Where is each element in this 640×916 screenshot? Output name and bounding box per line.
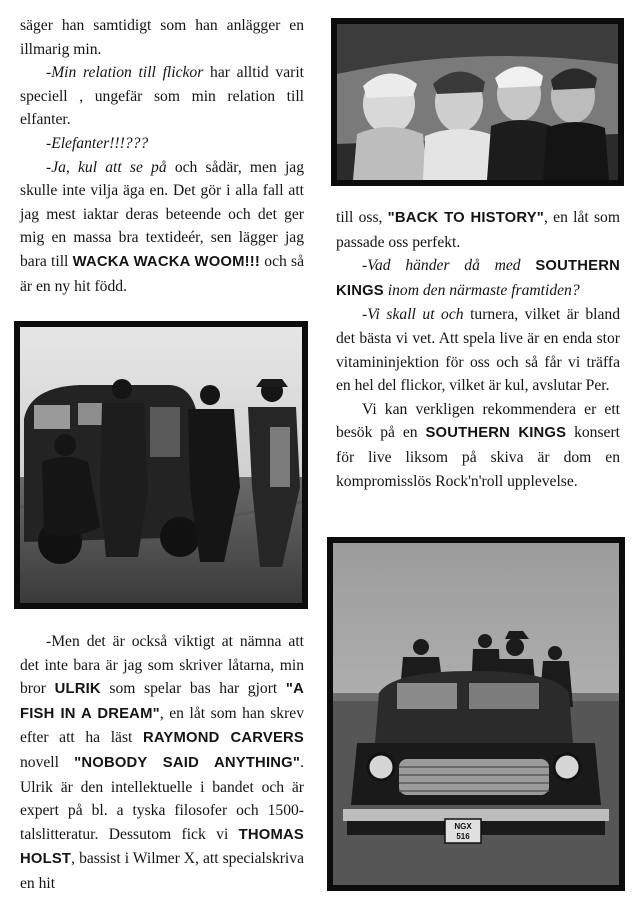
paragraph: -Ja, kul att se på och sådär, men jag skulle inte vilja äga en. Det gör i alla fall att jag mest iaktar deras beteende och det ger mig en massa bra textideér, sen lägger jag bara till WACKA WACKA WOOM!!! och så är en ny hit född. bbox=[20, 158, 304, 295]
paragraph: -Vi skall ut och turnera, vilket är bland det bästa vi vet. Att spela live är en enda stor vitamininjektion för oss och så får vi träffa en hel del flickor, vilket är kul, avslutar Per. bbox=[336, 306, 621, 395]
right-column bbox=[336, 206, 620, 493]
svg-text:516: 516 bbox=[456, 832, 470, 841]
paragraph: Vi kan verkligen rekommendera er ett besök på en SOUTHERN KINGS konsert för live liksom på skiva är dom en kompromisslös Rock'n'roll upplevelse. bbox=[336, 400, 620, 490]
paragraph: -Men det är också viktigt at nämna att det inte bara är jag som skriver låtarna, min bror ULRIK som spelar bas har gjort "A FISH IN A DREAM", en låt som han skrev efter att ha läst RAYMOND CARVERS novell "NOBODY SAID ANYTHING". Ulrik är den intellektuelle i bandet och är expert på bl. a tyska filosofer och 1500-talslitteratur. Dessutom fick vi THOMAS HOLST, bassist i Wilmer X, att specialskriva en hit bbox=[20, 633, 304, 892]
left-column-top bbox=[20, 14, 304, 298]
band-closeup-photo bbox=[331, 18, 624, 186]
paragraph: -Vad händer då med SOUTHERN KINGS inom den närmaste framtiden? bbox=[336, 257, 620, 299]
band-truck-field-photo bbox=[14, 321, 308, 609]
paragraph: till oss, "BACK TO HISTORY", en låt som passade oss perfekt. bbox=[336, 209, 620, 251]
paragraph: -Min relation till flickor har alltid varit speciell , ungefär som min relation till elfanter. bbox=[20, 64, 305, 129]
svg-text:NGX: NGX bbox=[454, 822, 472, 831]
band-on-car-photo bbox=[327, 537, 625, 891]
left-column-bottom bbox=[20, 630, 304, 896]
paragraph: -Elefanter!!!??? bbox=[46, 134, 149, 152]
paragraph: säger han samtidigt som han anlägger en illmarig min. bbox=[20, 17, 304, 58]
